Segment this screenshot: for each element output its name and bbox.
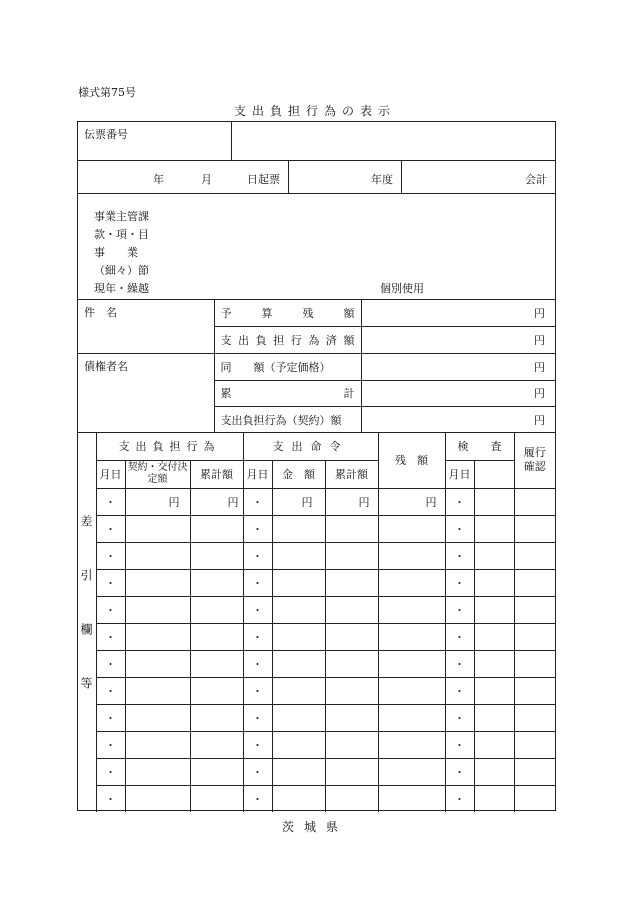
balance-cell [378, 569, 445, 596]
order-amount-cell [272, 785, 325, 812]
ledger-row [78, 650, 555, 677]
balance-header: 残 額 [378, 433, 445, 488]
expense-date-cell: ・ [96, 704, 125, 731]
expense-date-cell: ・ [96, 650, 125, 677]
order-date-cell: ・ [243, 731, 272, 758]
order-amount-cell [272, 623, 325, 650]
individual-use-label: 個別使用 [380, 282, 424, 295]
order-cumulative-cell: 円 [325, 488, 378, 515]
contract-amount-label: 支出負担行為（契約）額 [220, 413, 342, 427]
contract-amount-cell [125, 623, 190, 650]
inspection-mark-cell [474, 596, 514, 623]
contract-amount-cell [125, 785, 190, 812]
slip-number-row [78, 122, 555, 161]
slip-number-label: 伝票番号 [84, 128, 128, 141]
expense-group-header: 支出負担行為 [96, 433, 243, 460]
order-amount-cell: 円 [272, 488, 325, 515]
ledger-row [78, 731, 555, 758]
ledger-row [78, 596, 555, 623]
expense-date-cell: ・ [96, 731, 125, 758]
date-row [78, 161, 555, 194]
inspection-mark-cell [474, 758, 514, 785]
confirmation-cell [514, 785, 555, 812]
confirmation-cell [514, 650, 555, 677]
date-divider-2 [401, 161, 402, 194]
expense-date-cell: ・ [96, 488, 125, 515]
balance-cell [378, 623, 445, 650]
contract-amount-cell [125, 677, 190, 704]
order-group-header: 支出命令 [243, 433, 378, 460]
inspection-mark-cell [474, 677, 514, 704]
order-cumulative-cell [325, 677, 378, 704]
ledger-row [78, 515, 555, 542]
expense-cumulative-cell [190, 677, 243, 704]
expense-cumulative-cell: 円 [190, 488, 243, 515]
expense-cumulative-cell [190, 650, 243, 677]
order-amount-cell [272, 542, 325, 569]
order-cumulative-cell [325, 785, 378, 812]
document-title: 支出負担行為の表示 [233, 104, 396, 118]
order-date-cell: ・ [243, 650, 272, 677]
expense-cumulative-cell [190, 758, 243, 785]
expense-date-cell: ・ [96, 515, 125, 542]
contract-amount-cell [125, 569, 190, 596]
confirmation-cell [514, 731, 555, 758]
budget-section [78, 194, 555, 300]
expense-date-cell: ・ [96, 569, 125, 596]
confirmation-cell [514, 623, 555, 650]
budget-line-year: 現年・繰越 [94, 282, 149, 295]
order-cumulative-cell [325, 650, 378, 677]
contract-amount-cell [125, 515, 190, 542]
expense-cumulative-cell [190, 569, 243, 596]
expense-cumulative-cell [190, 596, 243, 623]
inspection-date-cell: ・ [445, 758, 474, 785]
year-label: 年 [153, 173, 164, 186]
inspection-date-cell: ・ [445, 785, 474, 812]
order-amount-header: 金 額 [272, 460, 325, 488]
expense-date-cell: ・ [96, 623, 125, 650]
expense-date-cell: ・ [96, 542, 125, 569]
order-amount-cell [272, 758, 325, 785]
budget-line-project: 事 業 [94, 246, 138, 259]
balance-cell [378, 542, 445, 569]
footer-prefecture: 茨城県 [281, 820, 348, 834]
order-amount-cell [272, 569, 325, 596]
order-date-cell: ・ [243, 542, 272, 569]
ledger-row [78, 758, 555, 785]
order-cumulative-cell [325, 596, 378, 623]
form-number: 様式第75号 [78, 86, 136, 99]
inspection-date-header: 月日 [445, 460, 474, 488]
contract-amount-label: 契約・交付決定額 [127, 462, 188, 485]
balance-cell [378, 731, 445, 758]
budget-line-dept: 事業主管課 [94, 210, 149, 223]
order-date-cell: ・ [243, 785, 272, 812]
inspection-mark-cell [474, 704, 514, 731]
inspection-date-cell: ・ [445, 596, 474, 623]
inspection-mark-cell [474, 515, 514, 542]
inspection-mark-cell [474, 785, 514, 812]
same-amount-label: 同 額（予定価格） [220, 360, 331, 374]
side-label-cell [78, 433, 96, 812]
form-frame [77, 121, 556, 811]
inspection-date-cell: ・ [445, 704, 474, 731]
budget-balance-label: 予 算 残 額 [220, 306, 355, 320]
expense-date-cell: ・ [96, 677, 125, 704]
inspection-mark-cell [474, 569, 514, 596]
confirmation-cell [514, 488, 555, 515]
contract-amount-unit: 円 [361, 406, 555, 433]
inspection-blank-header [474, 460, 514, 488]
creditor-label: 債権者名 [84, 359, 128, 373]
expense-cumulative-header: 累計額 [190, 460, 243, 488]
confirmation-cell [514, 542, 555, 569]
balance-cell [378, 515, 445, 542]
order-cumulative-header: 累計額 [325, 460, 378, 488]
day-issue-label: 日起票 [247, 173, 280, 186]
order-amount-cell [272, 704, 325, 731]
expense-date-cell: ・ [96, 785, 125, 812]
order-amount-cell [272, 596, 325, 623]
order-date-cell: ・ [243, 596, 272, 623]
expense-date-cell: ・ [96, 596, 125, 623]
order-amount-cell [272, 677, 325, 704]
subject-label: 件 名 [84, 306, 117, 319]
budget-line-section: （細々）節 [94, 264, 149, 277]
ledger-row [78, 569, 555, 596]
order-date-cell: ・ [243, 623, 272, 650]
ledger-row [78, 677, 555, 704]
expense-cumulative-cell [190, 515, 243, 542]
confirmation-cell [514, 569, 555, 596]
confirmation-cell [514, 515, 555, 542]
contract-amount-cell [125, 758, 190, 785]
expense-cumulative-cell [190, 542, 243, 569]
inspection-mark-cell [474, 650, 514, 677]
expense-cumulative-cell [190, 785, 243, 812]
fiscal-year-label: 年度 [371, 173, 393, 186]
inspection-date-cell: ・ [445, 515, 474, 542]
budget-line-item: 款・項・目 [94, 228, 149, 241]
inspection-date-cell: ・ [445, 542, 474, 569]
inspection-mark-cell [474, 542, 514, 569]
same-amount-unit: 円 [361, 353, 555, 380]
inspection-date-cell: ・ [445, 623, 474, 650]
balance-cell [378, 704, 445, 731]
contract-amount-cell [125, 731, 190, 758]
date-divider-1 [288, 161, 289, 194]
inspection-date-cell: ・ [445, 650, 474, 677]
ledger-row [78, 785, 555, 812]
balance-cell [378, 758, 445, 785]
contract-amount-header [125, 460, 190, 488]
confirmation-cell [514, 704, 555, 731]
account-label: 会計 [525, 173, 547, 186]
confirmation-header [514, 433, 555, 488]
expense-done-unit: 円 [361, 326, 555, 353]
inspection-date-cell: ・ [445, 488, 474, 515]
order-cumulative-cell [325, 731, 378, 758]
order-date-cell: ・ [243, 515, 272, 542]
cumulative-unit: 円 [361, 380, 555, 406]
order-cumulative-cell [325, 569, 378, 596]
balance-cell [378, 596, 445, 623]
budget-lines [94, 208, 149, 298]
expense-done-label: 支出負担行為済額 [220, 333, 355, 347]
order-amount-cell [272, 731, 325, 758]
expense-date-header: 月日 [96, 460, 125, 488]
order-cumulative-cell [325, 623, 378, 650]
balance-cell [378, 785, 445, 812]
inspection-header: 検 査 [445, 433, 514, 460]
order-amount-cell [272, 515, 325, 542]
month-label: 月 [201, 173, 212, 186]
balance-cell: 円 [378, 488, 445, 515]
contract-amount-cell [125, 704, 190, 731]
amounts-section [78, 300, 555, 433]
order-date-header: 月日 [243, 460, 272, 488]
inspection-mark-cell [474, 731, 514, 758]
ledger-row [78, 488, 555, 515]
confirmation-cell [514, 677, 555, 704]
expense-cumulative-cell [190, 623, 243, 650]
order-cumulative-cell [325, 542, 378, 569]
inspection-date-cell: ・ [445, 569, 474, 596]
order-date-cell: ・ [243, 677, 272, 704]
inspection-mark-cell [474, 488, 514, 515]
ledger-section [78, 433, 555, 810]
ledger-row [78, 704, 555, 731]
order-date-cell: ・ [243, 758, 272, 785]
slip-number-divider [231, 122, 232, 161]
inspection-mark-cell [474, 623, 514, 650]
expense-cumulative-cell [190, 731, 243, 758]
cumulative-label: 累 計 [220, 387, 355, 400]
balance-cell [378, 650, 445, 677]
contract-amount-cell [125, 542, 190, 569]
order-cumulative-cell [325, 758, 378, 785]
contract-amount-cell: 円 [125, 488, 190, 515]
order-date-cell: ・ [243, 704, 272, 731]
expense-date-cell: ・ [96, 758, 125, 785]
budget-balance-unit: 円 [361, 300, 555, 326]
confirmation-label: 履行確認 [523, 446, 546, 474]
side-label: 差引欄等 [79, 514, 93, 731]
order-date-cell: ・ [243, 569, 272, 596]
confirmation-cell [514, 596, 555, 623]
order-amount-cell [272, 650, 325, 677]
ledger-row [78, 623, 555, 650]
order-cumulative-cell [325, 704, 378, 731]
contract-amount-cell [125, 596, 190, 623]
balance-cell [378, 677, 445, 704]
confirmation-cell [514, 758, 555, 785]
contract-amount-cell [125, 650, 190, 677]
order-cumulative-cell [325, 515, 378, 542]
inspection-date-cell: ・ [445, 677, 474, 704]
expense-cumulative-cell [190, 704, 243, 731]
inspection-date-cell: ・ [445, 731, 474, 758]
ledger-row [78, 542, 555, 569]
order-date-cell: ・ [243, 488, 272, 515]
